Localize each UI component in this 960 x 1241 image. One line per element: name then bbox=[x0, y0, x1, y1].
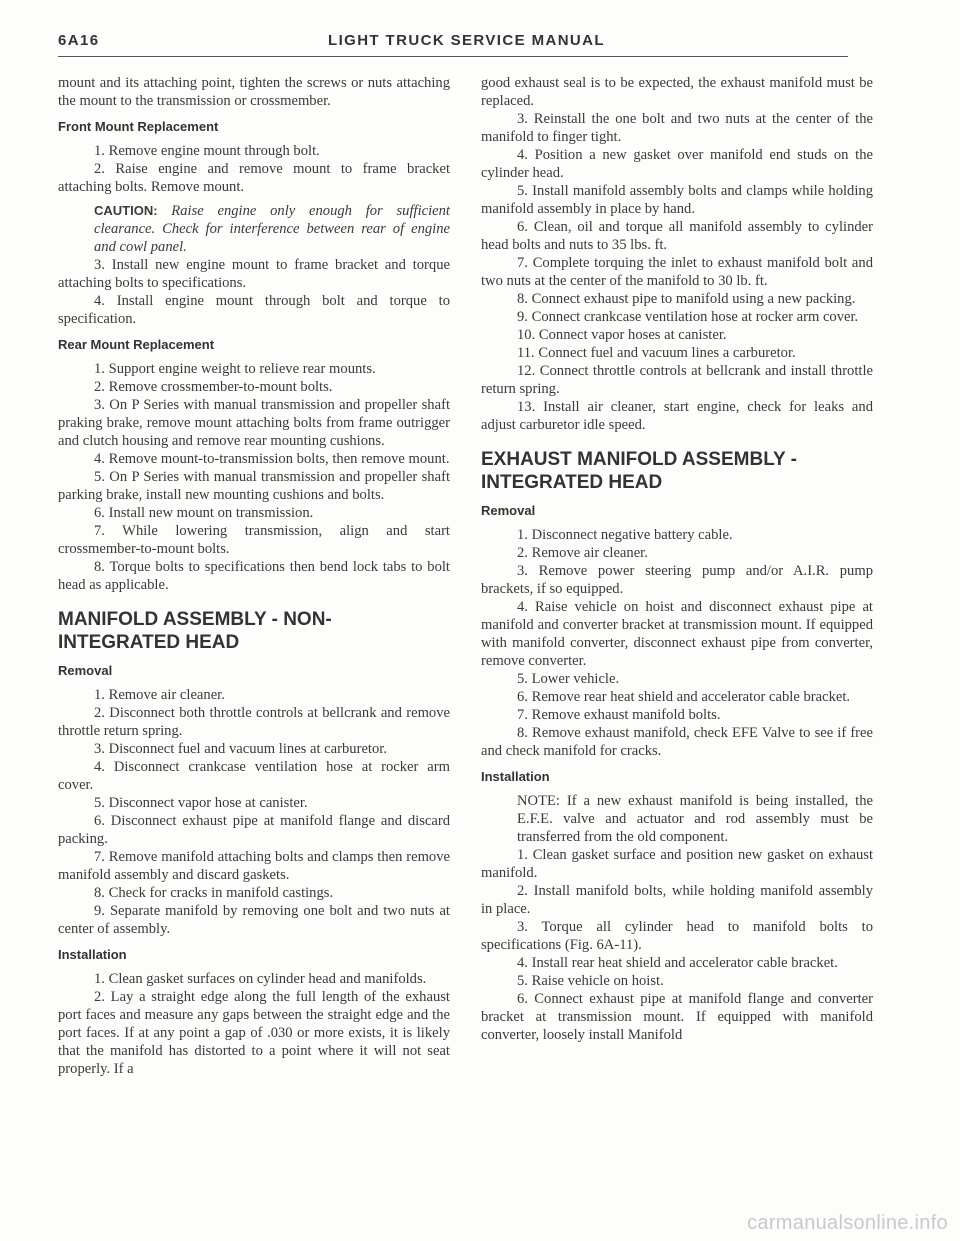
installation-step: 12. Connect throttle controls at bellcrank and install throttle return spring. bbox=[481, 363, 873, 397]
installation-step: 11. Connect fuel and vacuum lines a carburetor. bbox=[517, 345, 796, 361]
manifold-removal-step: 4. Disconnect crankcase ventilation hose at rocker arm cover. bbox=[58, 759, 450, 793]
manifold-removal-step: 9. Separate manifold by removing one bolt and two nuts at center of assembly. bbox=[58, 903, 450, 937]
exhaust-installation-step: 6. Connect exhaust pipe at manifold flange and converter bracket at transmission mount. If equipped with manifold converter, loosely install Manifold bbox=[481, 991, 873, 1043]
exhaust-installation-step: 5. Raise vehicle on hoist. bbox=[517, 973, 664, 989]
caution-text: Raise engine only enough for sufficient clearance. Check for interference between rear of engine and cowl panel. bbox=[94, 203, 450, 255]
manual-title: LIGHT TRUCK SERVICE MANUAL bbox=[328, 32, 605, 49]
rear-mount-step: 3. On P Series with manual transmission and propeller shaft praking brake, remove mount attaching bolts from frame outrigger and clutch housing and remove rear mounting cushions. bbox=[58, 397, 450, 449]
page-header bbox=[58, 28, 848, 57]
front-mount-heading: Front Mount Replacement bbox=[58, 119, 219, 134]
exhaust-removal-step: 6. Remove rear heat shield and accelerator cable bracket. bbox=[517, 689, 851, 705]
exhaust-removal-step: 3. Remove power steering pump and/or A.I.R. pump brackets, if so equipped. bbox=[481, 563, 873, 597]
front-mount-step: 2. Raise engine and remove mount to frame bracket attaching bolts. Remove mount. bbox=[58, 161, 450, 195]
rear-mount-step: 2. Remove crossmember-to-mount bolts. bbox=[94, 379, 333, 395]
exhaust-removal-step: 5. Lower vehicle. bbox=[517, 671, 620, 687]
rear-mount-step: 8. Torque bolts to specifications then bend lock tabs to bolt head as applicable. bbox=[58, 559, 450, 593]
installation-step: 6. Clean, oil and torque all manifold assembly to cylinder head bolts and nuts to 35 lbs. ft. bbox=[481, 219, 873, 253]
manifold-section-title: MANIFOLD ASSEMBLY - NON-INTEGRATED HEAD bbox=[58, 609, 332, 653]
installation-step: 8. Connect exhaust pipe to manifold using a new packing. bbox=[517, 291, 856, 307]
installation-step: 7. Complete torquing the inlet to exhaust manifold bolt and two nuts at the center of the manifold to 30 lb. ft. bbox=[481, 255, 873, 289]
installation-note: NOTE: If a new exhaust manifold is being installed, the E.F.E. valve and actuator and rod assembly must be transferred from the old component. bbox=[517, 793, 873, 845]
rear-mount-step: 4. Remove mount-to-transmission bolts, then remove mount. bbox=[94, 451, 450, 467]
manifold-removal-step: 7. Remove manifold attaching bolts and clamps then remove manifold assembly and discard gaskets. bbox=[58, 849, 450, 883]
installation-step: 9. Connect crankcase ventilation hose at rocker arm cover. bbox=[517, 309, 859, 325]
installation-step: 10. Connect vapor hoses at canister. bbox=[517, 327, 727, 343]
exhaust-installation-step: 2. Install manifold bolts, while holding manifold assembly in place. bbox=[481, 883, 873, 917]
exhaust-section-title: EXHAUST MANIFOLD ASSEMBLY - INTEGRATED HEAD bbox=[481, 449, 797, 493]
right-column bbox=[481, 74, 873, 1044]
continuation-paragraph: good exhaust seal is to be expected, the exhaust manifold must be replaced. bbox=[481, 75, 873, 109]
exhaust-installation-step: 4. Install rear heat shield and accelerator cable bracket. bbox=[517, 955, 838, 971]
page-number: 6A16 bbox=[58, 32, 100, 49]
manifold-removal-step: 1. Remove air cleaner. bbox=[94, 687, 225, 703]
left-column bbox=[58, 74, 450, 1078]
site-watermark: carmanualsonline.info bbox=[747, 1212, 948, 1234]
manifold-installation-step: 1. Clean gasket surfaces on cylinder head and manifolds. bbox=[94, 971, 427, 987]
front-mount-step: 3. Install new engine mount to frame bracket and torque attaching bolts to specifications. bbox=[58, 257, 450, 291]
exhaust-removal-heading: Removal bbox=[481, 503, 536, 518]
rear-mount-step: 7. While lowering transmission, align and start crossmember-to-mount bolts. bbox=[58, 523, 450, 557]
intro-paragraph: mount and its attaching point, tighten the screws or nuts attaching the mount to the transmission or crossmember. bbox=[58, 75, 450, 109]
exhaust-installation-step: 1. Clean gasket surface and position new gasket on exhaust manifold. bbox=[481, 847, 873, 881]
rear-mount-heading: Rear Mount Replacement bbox=[58, 337, 215, 352]
manifold-removal-step: 8. Check for cracks in manifold castings. bbox=[94, 885, 334, 901]
rear-mount-step: 1. Support engine weight to relieve rear mounts. bbox=[94, 361, 376, 377]
exhaust-removal-step: 2. Remove air cleaner. bbox=[517, 545, 648, 561]
manifold-removal-heading: Removal bbox=[58, 663, 113, 678]
manifold-removal-step: 6. Disconnect exhaust pipe at manifold flange and discard packing. bbox=[58, 813, 450, 847]
exhaust-removal-step: 4. Raise vehicle on hoist and disconnect exhaust pipe at manifold and converter bracket at transmission mount. If equipped with manifold converter, disconnect exhaust pipe from converter, remove converter. bbox=[481, 599, 873, 669]
exhaust-removal-step: 1. Disconnect negative battery cable. bbox=[517, 527, 733, 543]
exhaust-installation-heading: Installation bbox=[481, 769, 550, 784]
manifold-removal-step: 5. Disconnect vapor hose at canister. bbox=[94, 795, 308, 811]
manifold-installation-step: 2. Lay a straight edge along the full length of the exhaust port faces and measure any gaps between the straight edge and the port faces. If at any point a gap of .030 or more exists, it is likely that the manifold has distorted to a point where it will not seat properly. If a bbox=[58, 989, 450, 1077]
manifold-removal-step: 2. Disconnect both throttle controls at bellcrank and remove throttle return spring. bbox=[58, 705, 450, 739]
installation-step: 4. Position a new gasket over manifold end studs on the cylinder head. bbox=[481, 147, 873, 181]
caution-note bbox=[94, 202, 450, 256]
rear-mount-step: 5. On P Series with manual transmission and propeller shaft parking brake, install new mounting cushions and bolts. bbox=[58, 469, 450, 503]
exhaust-removal-step: 8. Remove exhaust manifold, check EFE Valve to see if free and check manifold for cracks. bbox=[481, 725, 873, 759]
manifold-removal-step: 3. Disconnect fuel and vacuum lines at carburetor. bbox=[94, 741, 387, 757]
front-mount-step: 4. Install engine mount through bolt and torque to specification. bbox=[58, 293, 450, 327]
manifold-installation-heading: Installation bbox=[58, 947, 127, 962]
installation-step: 5. Install manifold assembly bolts and clamps while holding manifold assembly in place by hand. bbox=[481, 183, 873, 217]
installation-step: 3. Reinstall the one bolt and two nuts at the center of the manifold to finger tight. bbox=[481, 111, 873, 145]
caution-label: CAUTION: bbox=[94, 203, 158, 218]
exhaust-removal-step: 7. Remove exhaust manifold bolts. bbox=[517, 707, 721, 723]
exhaust-installation-step: 3. Torque all cylinder head to manifold bolts to specifications (Fig. 6A-11). bbox=[481, 919, 873, 953]
front-mount-step: 1. Remove engine mount through bolt. bbox=[94, 143, 320, 159]
rear-mount-step: 6. Install new mount on transmission. bbox=[94, 505, 314, 521]
installation-step: 13. Install air cleaner, start engine, check for leaks and adjust carburetor idle speed. bbox=[481, 399, 873, 433]
